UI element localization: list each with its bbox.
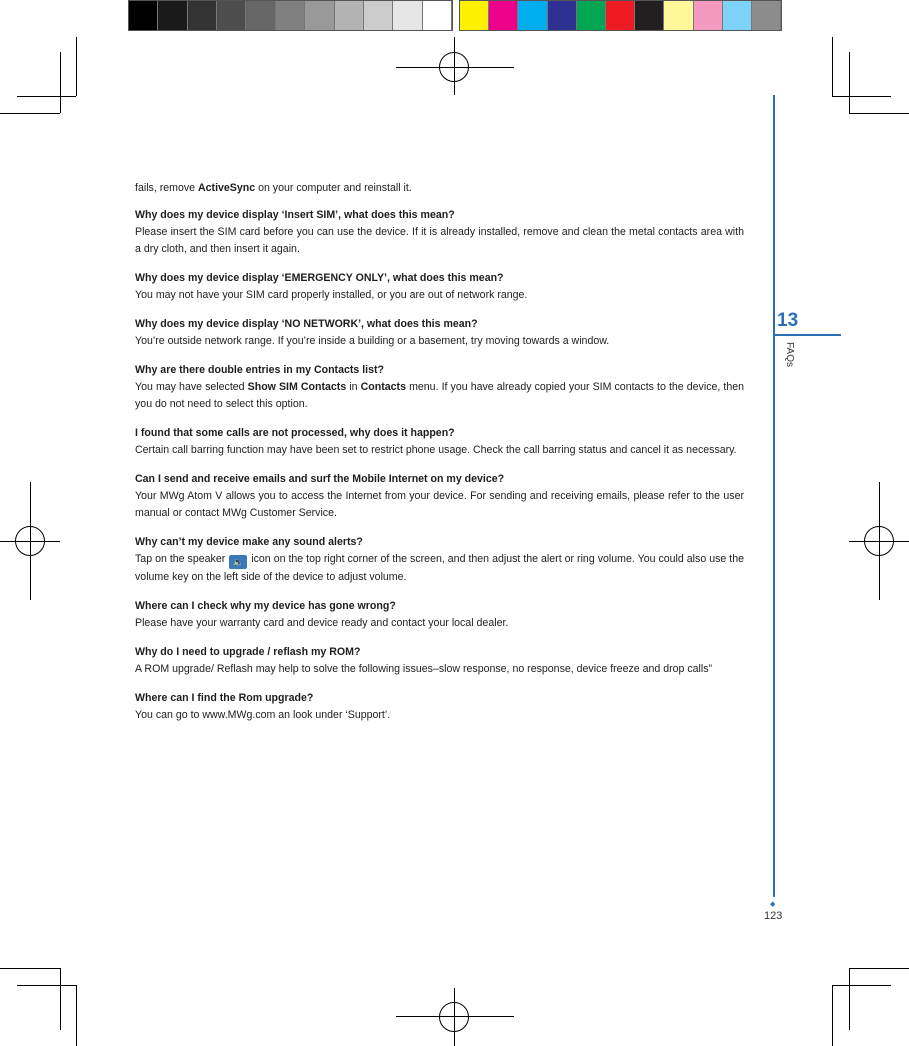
- color-swatch: [129, 1, 158, 30]
- faq-question: Can I send and receive emails and surf the Mobile Internet on my device?: [135, 473, 505, 485]
- crop-mark: [60, 968, 61, 1030]
- color-swatch: [423, 1, 452, 30]
- faq-question: Why are there double entries in my Contacts list?: [135, 364, 385, 376]
- faq-answer: Tap on the speaker 🔈 icon on the top right corner of the screen, and then adjust the alert or ring volume. You could also use the volume key on the left side of the device to adjust volume.: [135, 553, 745, 583]
- registration-line: [396, 1016, 514, 1017]
- color-swatch: [364, 1, 393, 30]
- color-swatch: [276, 1, 305, 30]
- color-swatch: [752, 1, 781, 30]
- intro-paragraph: fails, remove ActiveSync on your computer and reinstall it.: [135, 182, 412, 194]
- faq-answer: Please have your warranty card and device ready and contact your local dealer.: [135, 617, 509, 629]
- crop-mark: [76, 985, 77, 1046]
- color-swatch: [723, 1, 752, 30]
- grayscale-color-bar: [128, 0, 453, 31]
- color-swatch: [158, 1, 187, 30]
- color-swatch: [694, 1, 723, 30]
- process-color-bar: [459, 0, 782, 31]
- faq-question: Why does my device display ‘Insert SIM’, what does this mean?: [135, 209, 455, 221]
- faq-answer: You may have selected Show SIM Contacts in Contacts menu. If you have already copied your SIM contacts to the device, then you do not need to select this option.: [135, 381, 745, 410]
- faq-question: Why do I need to upgrade / reflash my ROM?: [135, 646, 361, 658]
- faq-question: Where can I find the Rom upgrade?: [135, 692, 314, 704]
- faq-answer: Your MWg Atom V allows you to access the Internet from your device. For sending and receiving emails, please refer to the user manual or contact MWg Customer Service.: [135, 490, 744, 519]
- color-swatch: [664, 1, 693, 30]
- registration-line: [454, 37, 455, 95]
- speaker-icon: 🔈: [229, 555, 247, 569]
- color-swatch: [460, 1, 489, 30]
- page-number: 123: [764, 910, 783, 922]
- crop-mark: [849, 968, 850, 1030]
- faq-content: [135, 180, 744, 736]
- faq-answer: Certain call barring function may have been set to restrict phone usage. Check the call barring status and cancel it as necessary.: [135, 444, 737, 456]
- faq-answer: Please insert the SIM card before you can use the device. If it is already installed, remove and clean the metal contacts area with a dry cloth, and then insert it again.: [135, 226, 744, 255]
- color-swatch: [188, 1, 217, 30]
- faq-question: Why does my device display ‘EMERGENCY ONLY’, what does this mean?: [135, 272, 504, 284]
- crop-mark: [0, 968, 60, 969]
- color-swatch: [335, 1, 364, 30]
- crop-mark: [832, 985, 891, 986]
- sidebar-rule: [773, 95, 775, 897]
- crop-mark: [17, 96, 76, 97]
- faq-question: I found that some calls are not processed, why does it happen?: [135, 427, 455, 439]
- registration-line: [30, 482, 31, 600]
- faq-question: Where can I check why my device has gone wrong?: [135, 600, 396, 612]
- color-swatch: [577, 1, 606, 30]
- crop-mark: [832, 985, 833, 1046]
- color-swatch: [305, 1, 334, 30]
- crop-mark: [849, 968, 909, 969]
- faq-answer: A ROM upgrade/ Reflash may help to solve the following issues–slow response, no response, device freeze and drop calls”: [135, 663, 713, 675]
- color-swatch: [606, 1, 635, 30]
- faq-answer: You can go to www.MWg.com an look under ‘Support’.: [135, 709, 391, 721]
- faq-question: Why can’t my device make any sound alerts?: [135, 536, 363, 548]
- faq-question: Why does my device display ‘NO NETWORK’, what does this mean?: [135, 318, 478, 330]
- chapter-underline: [773, 334, 841, 336]
- crop-mark: [0, 113, 60, 114]
- faq-answer: You may not have your SIM card properly installed, or you are out of network range.: [135, 289, 528, 301]
- diamond-icon: ◆: [770, 901, 776, 908]
- color-swatch: [393, 1, 422, 30]
- registration-line: [879, 482, 880, 600]
- crop-mark: [17, 985, 76, 986]
- crop-mark: [60, 52, 61, 113]
- chapter-number: 13: [777, 310, 799, 331]
- color-swatch: [217, 1, 246, 30]
- registration-line: [396, 67, 514, 68]
- color-swatch: [489, 1, 518, 30]
- color-swatch: [635, 1, 664, 30]
- crop-mark: [832, 96, 891, 97]
- crop-mark: [849, 52, 850, 113]
- registration-line: [454, 988, 455, 1046]
- chapter-title: FAQs: [784, 342, 795, 368]
- crop-mark: [76, 37, 77, 96]
- color-swatch: [246, 1, 275, 30]
- faq-answer: You’re outside network range. If you’re inside a building or a basement, try moving towards a window.: [135, 335, 610, 347]
- crop-mark: [832, 37, 833, 96]
- crop-mark: [849, 113, 909, 114]
- color-swatch: [518, 1, 547, 30]
- color-swatch: [548, 1, 577, 30]
